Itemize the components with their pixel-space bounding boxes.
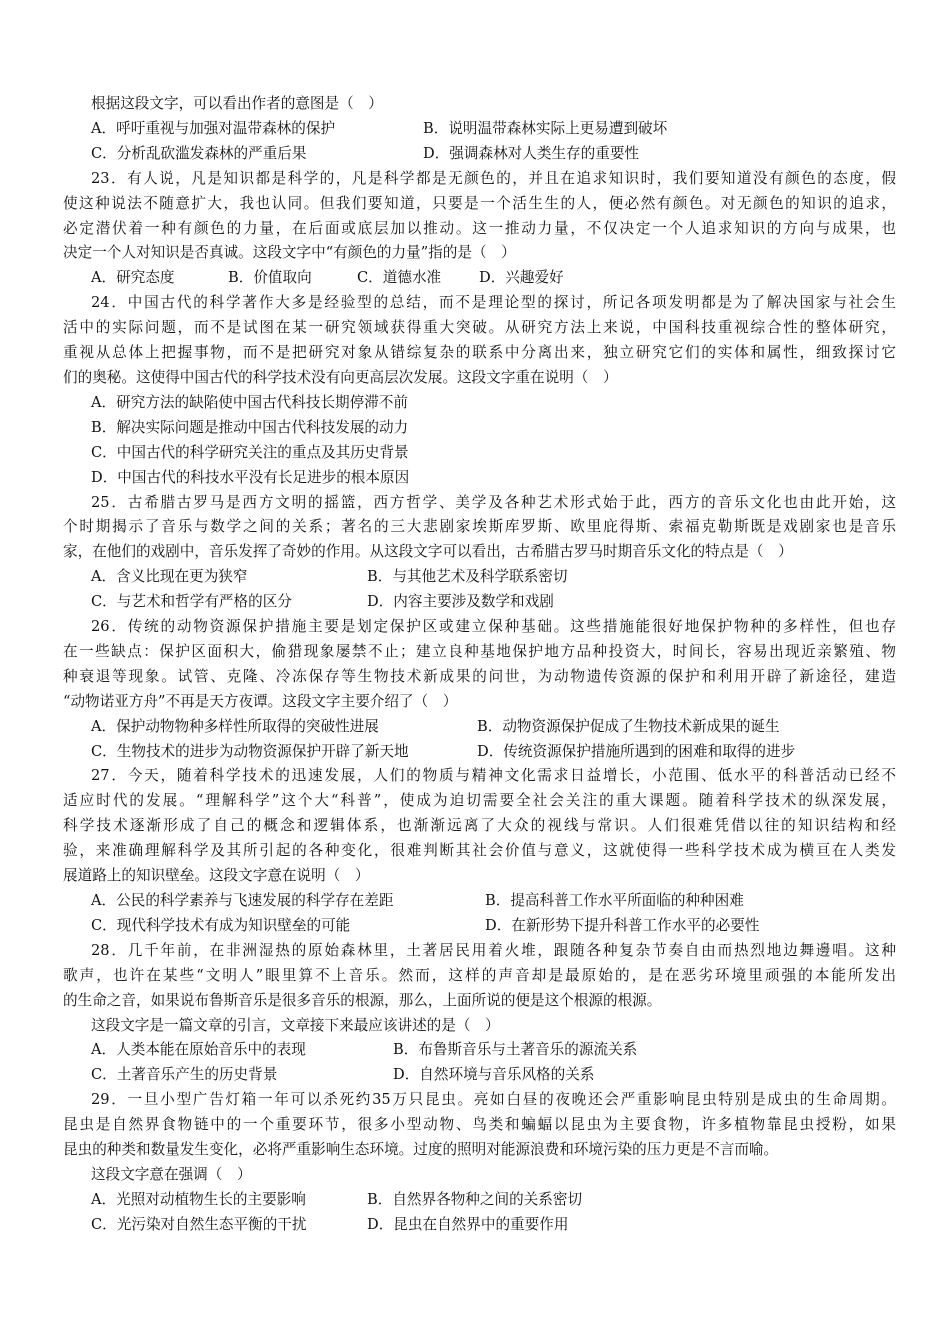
q26-options-row-2 (63, 740, 896, 765)
q25-line-1: 25．古希腊古罗马是西方文明的摇篮，西方哲学、美学及各种艺术形式始于此，西方的音乐文化也由此开始，这 (91, 493, 896, 511)
q27-option-c: C．现代科学技术有成为知识壁垒的可能 (91, 916, 351, 934)
q23-options (63, 266, 896, 291)
q26-line-3: 种衰退等现象。试管、克隆、冷冻保存等生物技术新成果的问世，为动物遗传资源的保护和利用开辟了新途径，建造 (63, 667, 896, 685)
q23-line-2: 使这种说法不随意扩大，我也认同。但我们要知道，只要是一个活生生的人，便必然有颜色。对无颜色的知识的追求， (63, 194, 896, 212)
q28-option-a: A．人类本能在原始音乐中的表现 (91, 1041, 306, 1059)
q29-option-c: C．光污染对自然生态平衡的干扰 (91, 1215, 307, 1233)
q29-line-2: 昆虫是自然界食物链中的一个重要环节，很多小型动物、鸟类和蝙蝠以昆虫为主要食物，许多植物靠昆虫授粉，如果 (63, 1116, 896, 1134)
intro-options-row-2 (63, 142, 896, 167)
q26-line-4: “动物诺亚方舟”不再是天方夜谭。这段文字主要介绍了（ ） (63, 692, 458, 710)
q26-options-row-1 (63, 715, 896, 740)
option-d: D．强调森林对人类生存的重要性 (423, 144, 640, 162)
q28-option-c: C．土著音乐产生的历史背景 (91, 1066, 278, 1084)
q27-line-5: 展道路上的知识壁垒。这段文字意在说明（ ） (63, 867, 370, 885)
q29-line-1: 29．一旦小型广告灯箱一年可以杀死约35万只昆虫。亮如白昼的夜晚还会严重影响昆虫特别是成虫的生命周期。 (91, 1091, 896, 1109)
q27-options-row-1 (63, 889, 896, 914)
q27-option-d: D．在新形势下提升科普工作水平的必要性 (485, 916, 760, 934)
q29-option-b: B．自然界各物种之间的关系密切 (367, 1190, 583, 1208)
q29-option-d: D．昆虫在自然界中的重要作用 (367, 1215, 569, 1233)
q26-option-a: A．保护动物物种多样性所取得的突破性进展 (91, 717, 379, 735)
intro-stem: 根据这段文字，可以看出作者的意图是（ ） (91, 95, 383, 112)
option-c: C．分析乱砍滥发森林的严重后果 (91, 144, 307, 162)
q29-options-row-2 (63, 1213, 896, 1238)
q25-option-d: D．内容主要涉及数学和戏剧 (367, 593, 554, 611)
q29-line-3: 昆虫的种类和数量发生变化，必将严重影响生态环境。过度的照明对能源浪费和环境污染的压力更是不言而喻。 (63, 1141, 779, 1159)
q24-option-a: A．研究方法的缺陷使中国古代科技长期停滞不前 (91, 393, 409, 411)
q23-line-4: 决定一个人对知识是否真诚。这段文字中“有颜色的力量”指的是（ ） (63, 244, 516, 262)
q28-line-2: 歌声，也许在某些“文明人”眼里算不上音乐。然而，这样的声音却是最原始的，是在恶劣环境里顽强的本能所发出 (63, 966, 896, 984)
q23-option-c: C．道德水准 (357, 269, 442, 287)
q25-options-row-1 (63, 565, 896, 590)
q24-line-2: 活中的实际问题，而不是试图在某一研究领域获得重大突破。从研究方法上来说，中国科技重视综合性的整体研究， (63, 319, 896, 337)
q28-line-3: 的生命之音，如果说布鲁斯音乐是很多音乐的根源，那么，上面所说的便是这个根源的根源。 (63, 991, 662, 1009)
q24-line-1: 24．中国古代的科学著作大多是经验型的总结，而不是理论型的探讨，所记各项发明都是为了解决国家与社会生 (91, 294, 896, 312)
q24-option-b: B．解决实际问题是推动中国古代科技发展的动力 (91, 418, 409, 436)
q24-line-3: 重视从总体上把握事物，而不是把研究对象从错综复杂的联系中分离出来，独立研究它们的实体和属性，细致探讨它 (63, 344, 896, 362)
q27-line-4: 验，来准确理解科学及其所引起的各种变化，很难判断其社会价值与意义，这就使得一些科学技术成为横亘在人类发 (63, 842, 896, 860)
q27-line-3: 科学技术逐渐形成了自己的概念和逻辑体系，也渐渐远离了大众的视线与常识。人们很难凭借以往的知识结构和经 (63, 817, 896, 835)
q28-options-row-1 (63, 1038, 896, 1063)
q26-option-c: C．生物技术的进步为动物资源保护开辟了新天地 (91, 742, 409, 760)
q26-option-d: D．传统资源保护措施所遇到的困难和取得的进步 (477, 742, 796, 760)
q28-option-d: D．自然环境与音乐风格的关系 (393, 1066, 595, 1084)
q29-option-a: A．光照对动植物生长的主要影响 (91, 1190, 306, 1208)
q25-line-2: 个时期揭示了音乐与数学之间的关系；著名的三大悲剧家埃斯库罗斯、欧里庇得斯、索福克勒斯既是戏剧家也是音乐 (63, 518, 896, 536)
intro-options-row-1 (63, 117, 896, 142)
q27-line-2: 适应时代的发展。“理解科学”这个大“科普”，使成为迫切需要全社会关注的重大课题。随着科学技术的纵深发展， (63, 792, 896, 810)
q24-option-d: D．中国古代的科技水平没有长足进步的根本原因 (91, 468, 410, 486)
q23-line-1: 23．有人说，凡是知识都是科学的，凡是科学都是无颜色的，并且在追求知识时，我们要知道没有颜色的态度，假 (91, 169, 896, 187)
q29-stem: 这段文字意在强调（ ） (91, 1165, 252, 1183)
q25-option-b: B．与其他艺术及科学联系密切 (367, 568, 568, 586)
q27-option-b: B．提高科普工作水平所面临的种种困难 (485, 892, 744, 909)
q23-option-a: A．研究态度 (91, 269, 175, 287)
option-b: B．说明温带森林实际上更易遭到破坏 (423, 119, 668, 137)
q28-options-row-2 (63, 1063, 896, 1088)
q24-option-c: C．中国古代的科学研究关注的重点及其历史背景 (91, 443, 409, 461)
q25-option-c: C．与艺术和哲学有严格的区分 (91, 593, 292, 611)
q27-options-row-2 (63, 914, 896, 939)
q23-option-d: D．兴趣爱好 (479, 269, 564, 287)
q26-option-b: B．动物资源保护促成了生物技术新成果的诞生 (477, 717, 780, 735)
q28-line-1: 28．几千年前，在非洲湿热的原始森林里，土著居民用着火堆，跟随各种复杂节奏自由而热烈地边舞邊唱。这种 (91, 941, 896, 959)
q29-options-row-1 (63, 1188, 896, 1213)
q26-line-1: 26．传统的动物资源保护措施主要是划定保护区或建立保种基础。这些措施能很好地保护物种的多样性，但也存 (91, 618, 896, 636)
q23-option-b: B．价值取向 (228, 269, 312, 287)
q27-option-a: A．公民的科学素养与飞速发展的科学存在差距 (91, 892, 394, 909)
q28-option-b: B．布鲁斯音乐与土著音乐的源流关系 (393, 1041, 638, 1059)
q23-line-3: 必定潜伏着一种有颜色的力量，在后面或底层加以推动。这一推动力量，不仅决定一个人追求知识的方向与成果，也 (63, 219, 896, 237)
q28-stem: 这段文字是一篇文章的引言，文章接下来最应该讲述的是（ ） (91, 1016, 500, 1034)
q26-line-2: 在一些缺点：保护区面积大，偷猎现象屡禁不止；建立良种基地保护地方品种投资大，时间长，容易出现近亲繁殖、物 (63, 642, 896, 660)
q24-line-4: 们的奥秘。这使得中国古代的科学技术没有向更高层次发展。这段文字重在说明（ ） (63, 368, 618, 386)
q27-line-1: 27．今天，随着科学技术的迅速发展，人们的物质与精神文化需求日益增长，小范围、低水平的科普活动已经不 (91, 767, 896, 785)
option-a: A．呼吁重视与加强对温带森林的保护 (91, 119, 336, 137)
q25-options-row-2 (63, 590, 896, 615)
q25-option-a: A．含义比现在更为狭窄 (91, 568, 248, 586)
q25-line-3: 家，在他们的戏剧中，音乐发挥了奇妙的作用。从这段文字可以看出，古希腊古罗马时期音乐文化的特点是（ ） (63, 543, 793, 561)
